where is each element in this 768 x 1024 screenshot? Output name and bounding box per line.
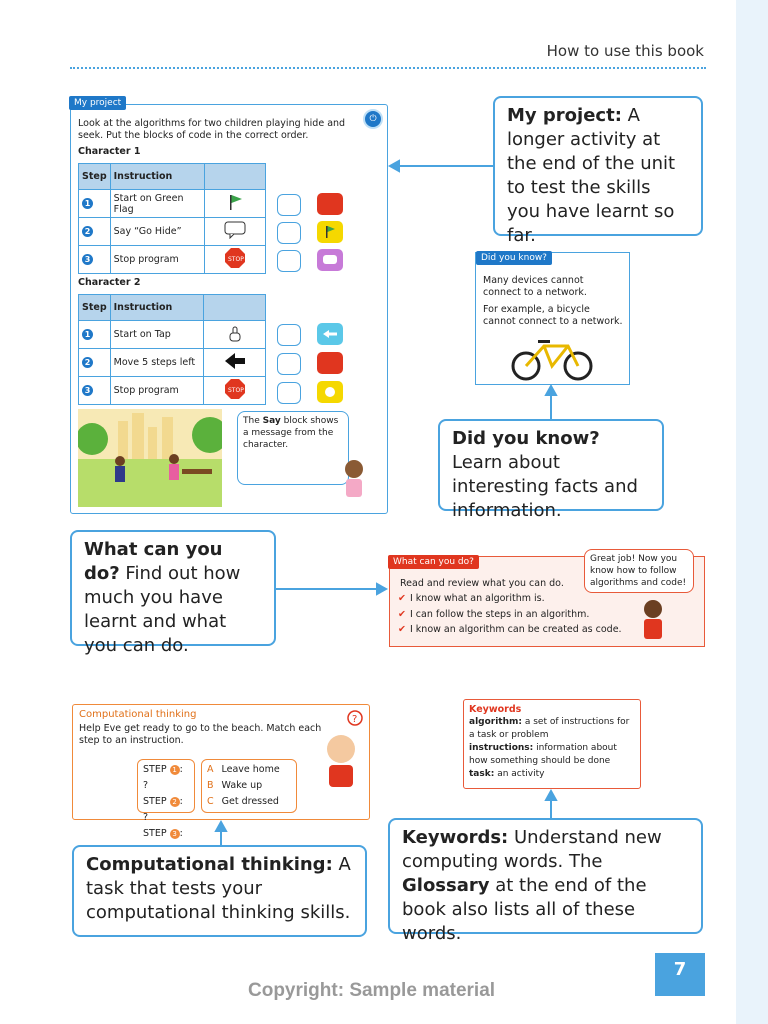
keywords-panel: Keywords algorithm: a set of instructions for a task or problem instructions: information about how something should be done task: an activity — [463, 699, 641, 789]
copyright-notice: Copyright: Sample material — [248, 980, 496, 1001]
instruction-cell: Start on Green Flag — [110, 190, 204, 218]
character1-label: Character 1 — [78, 146, 141, 157]
col-instruction: Instruction — [110, 164, 204, 190]
my-project-tag: My project — [69, 96, 126, 110]
speech-bubble: Great job! Now you know how to follow algorithms and code! — [584, 549, 694, 593]
keyword-entry: instructions: information about how something should be done — [469, 743, 617, 766]
page-number: 7 — [655, 953, 705, 996]
say-block-speech-bubble: The Say block shows a message from the character. — [237, 411, 349, 485]
keyword-entry: algorithm: a set of instructions for a task or problem — [469, 717, 630, 740]
keywords-callout: Keywords: Understand new computing words. The Glossary at the end of the book also lists all of these words. — [388, 818, 703, 934]
instruction-cell: Stop program — [110, 246, 204, 274]
check-icon: ✔ — [398, 608, 406, 620]
what-can-you-do-callout: What can you do? Find out how much you have learnt and what you can do. — [70, 530, 276, 646]
step-cell: 2 — [79, 218, 111, 246]
running-header: How to use this book — [546, 42, 704, 60]
list-item: ✔ I know what an algorithm is. — [398, 593, 545, 604]
svg-text:STOP: STOP — [227, 256, 244, 263]
did-you-know-callout: Did you know? Learn about interesting facts and information. — [438, 419, 664, 511]
svg-text:STOP: STOP — [227, 387, 244, 394]
list-item: ✔ I know an algorithm can be created as code. — [398, 624, 622, 635]
col-instruction: Instruction — [110, 295, 204, 321]
instruction-cell: Start on Tap — [110, 321, 204, 349]
computational-thinking-panel: Computational thinking Help Eve get ready to go to the beach. Match each step to an instruction. STEP 1 : ? STEP 2 : ? STEP 3 : A Leave home B Wake up C Get dressed ? — [72, 704, 370, 820]
step-cell: 2 — [79, 349, 111, 377]
did-you-know-tag: Did you know? — [476, 251, 552, 265]
col-step: Step — [79, 164, 111, 190]
step-item[interactable]: STEP 3 : — [143, 828, 183, 839]
step-item[interactable]: STEP 2 : ? — [143, 796, 183, 823]
what-can-you-do-tag: What can you do? — [388, 555, 479, 569]
check-icon: ✔ — [398, 593, 406, 604]
did-you-know-panel: Did you know? Many devices cannot connect to a network. For example, a bicycle cannot connect to a network. — [475, 252, 630, 385]
check-icon: ✔ — [398, 624, 406, 635]
option-item[interactable]: A Leave home — [207, 764, 280, 775]
svg-text:?: ? — [352, 714, 358, 725]
step-cell: 1 — [79, 321, 111, 349]
my-project-intro: Look at the algorithms for two children playing hide and seek. Put the blocks of code in the correct order. — [78, 118, 346, 141]
character2-label: Character 2 — [78, 277, 141, 288]
instruction-cell: Move 5 steps left — [110, 349, 204, 377]
col-step: Step — [79, 295, 111, 321]
list-item: ✔ I can follow the steps in an algorithm. — [398, 608, 590, 620]
my-project-callout: My project: A longer activity at the end of the unit to test the skills you have learnt so far. — [493, 96, 703, 236]
what-can-you-do-panel: What can you do? Read and review what you can do. ✔ I know what an algorithm is. ✔ I can follow the steps in an algorithm. ✔ I know an algorithm can be created as code. Great job! Now you know how to follow algorithms and code! — [389, 556, 705, 647]
step-item[interactable]: STEP 1 : ? — [143, 764, 183, 791]
computational-thinking-callout: Computational thinking: A task that tests your computational thinking skills. — [72, 845, 367, 937]
step-cell: 1 — [79, 190, 111, 218]
option-item[interactable]: B Wake up — [207, 780, 263, 791]
option-item[interactable]: C Get dressed — [207, 796, 279, 807]
instruction-cell: Stop program — [110, 377, 204, 405]
keyword-entry: task: an activity — [469, 769, 545, 779]
instruction-cell: Say “Go Hide” — [110, 218, 204, 246]
step-cell: 3 — [79, 246, 111, 274]
power-icon: ⏻ — [363, 109, 383, 129]
step-cell: 3 — [79, 377, 111, 405]
